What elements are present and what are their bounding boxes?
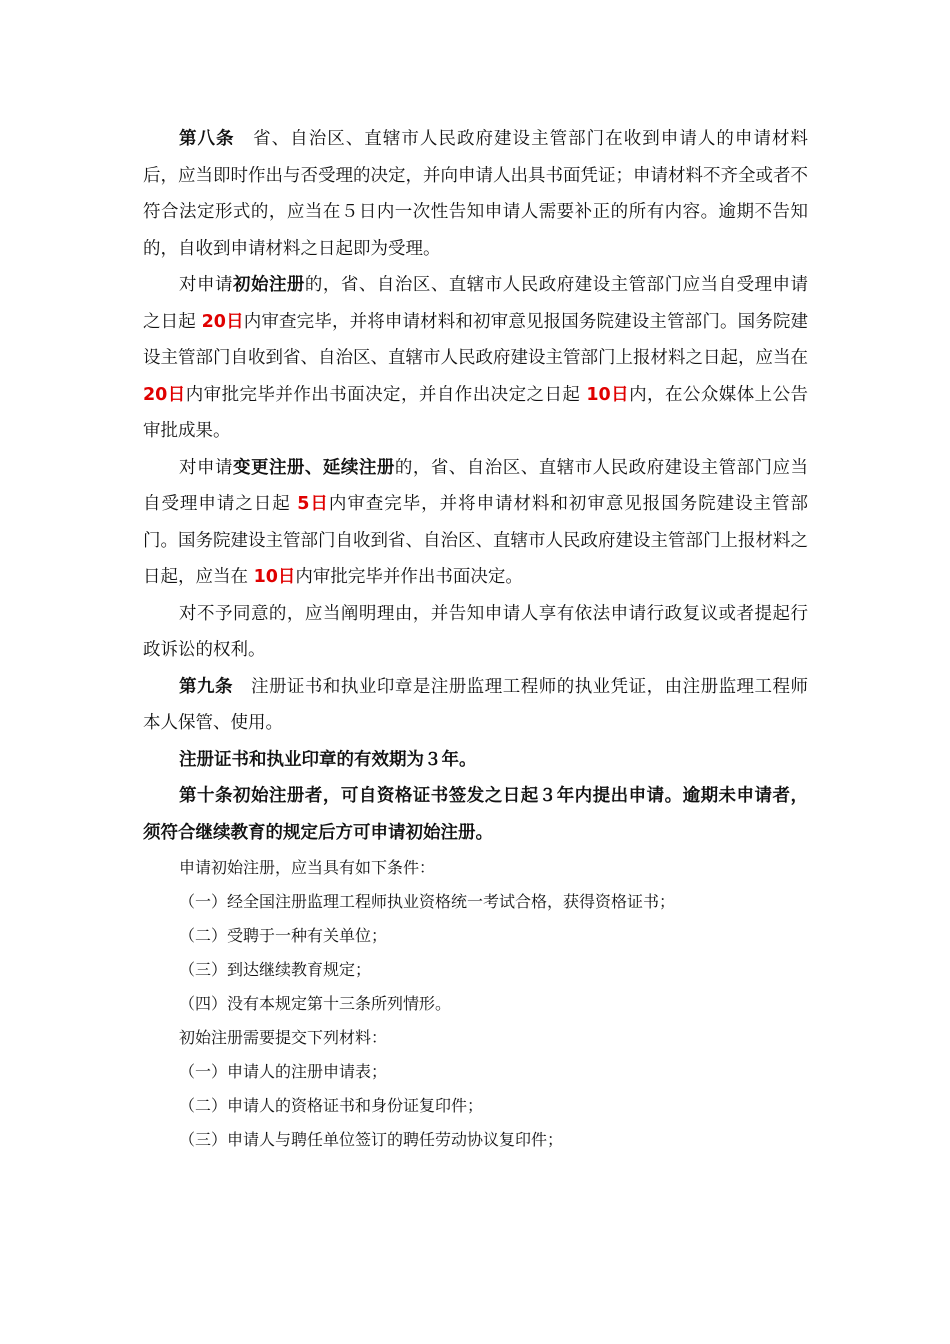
bold-term: 初始注册 bbox=[232, 275, 305, 295]
material-item: （二）申请人的资格证书和身份证复印件； bbox=[179, 1096, 484, 1115]
highlight-days: 5日 bbox=[297, 494, 329, 514]
validity-paragraph: 注册证书和执业印章的有效期为３年。 bbox=[179, 749, 477, 770]
text-span: 内审查完毕，并将申请材料和初审意见报国务院建设主管部门。国务院建设主管部门自收到省、自治区、直辖市人民政府建设主管部门上报材料之日起，应当在 bbox=[143, 494, 808, 587]
article-10-paragraph: 第十条初始注册者，可自资格证书签发之日起３年内提出申请。逾期未申请者，须符合继续教育的规定后方可申请初始注册。 bbox=[143, 786, 808, 843]
text-span: 对申请 bbox=[179, 275, 233, 295]
material-item: （一）申请人的注册申请表； bbox=[179, 1062, 388, 1081]
change-registration-paragraph bbox=[143, 450, 808, 596]
article-8-paragraph bbox=[143, 121, 808, 267]
article-9-text: 注册证书和执业印章是注册监理工程师的执业凭证，由注册监理工程师本人保管、使用。 bbox=[143, 676, 809, 733]
condition-item: （四）没有本规定第十三条所列情形。 bbox=[179, 994, 452, 1013]
text-span: 内审批完毕并作出书面决定，并自作出决定之日起 bbox=[185, 384, 587, 405]
document-body bbox=[143, 121, 808, 1157]
article-8-text: 省、自治区、直辖市人民政府建设主管部门在收到申请人的申请材料后，应当即时作出与否受理的决定，并向申请人出具书面凭证；申请材料不齐全或者不符合法定形式的，应当在５日内一次性告知申请人需要补正的所有内容。逾期不告知的，自收到申请材料之日起即为受理。 bbox=[143, 129, 809, 259]
rejection-paragraph: 对不予同意的，应当阐明理由，并告知申请人享有依法申请行政复议或者提起行政诉讼的权利。 bbox=[143, 603, 808, 660]
highlight-days: 10日 bbox=[253, 567, 296, 587]
condition-item: （一）经全国注册监理工程师执业资格统一考试合格，获得资格证书； bbox=[179, 892, 676, 911]
highlight-days: 10日 bbox=[586, 384, 630, 405]
highlight-days: 20日 bbox=[143, 384, 186, 405]
text-span: 内，在公众媒体上公告审批成果。 bbox=[143, 384, 809, 441]
condition-item: （二）受聘于一种有关单位； bbox=[179, 926, 388, 945]
text-span: 的，省、自治区、直辖市人民政府建设主管部门应当自受理申请之日起 bbox=[143, 275, 809, 332]
article-9-label: 第九条 bbox=[179, 676, 233, 697]
article-8-label: 第八条 bbox=[179, 129, 235, 149]
condition-item: （三）到达继续教育规定； bbox=[179, 960, 372, 979]
materials-intro: 初始注册需要提交下列材料： bbox=[179, 1028, 388, 1047]
conditions-intro: 申请初始注册，应当具有如下条件： bbox=[179, 858, 436, 877]
text-span: 内审批完毕并作出书面决定。 bbox=[295, 567, 523, 587]
material-item: （三）申请人与聘任单位签订的聘任劳动协议复印件； bbox=[179, 1130, 564, 1149]
text-span: 的，省、自治区、直辖市人民政府建设主管部门应当自受理申请之日起 bbox=[143, 457, 809, 514]
bold-term: 变更注册、延续注册 bbox=[232, 457, 395, 478]
text-span: 内审查完毕，并将申请材料和初审意见报国务院建设主管部门。国务院建设主管部门自收到省、自治区、直辖市人民政府建设主管部门上报材料之日起，应当在 bbox=[143, 311, 809, 368]
highlight-days: 20日 bbox=[201, 311, 244, 332]
initial-registration-paragraph bbox=[143, 267, 808, 450]
article-9-paragraph bbox=[143, 669, 808, 742]
text-span: 对申请 bbox=[179, 457, 233, 478]
